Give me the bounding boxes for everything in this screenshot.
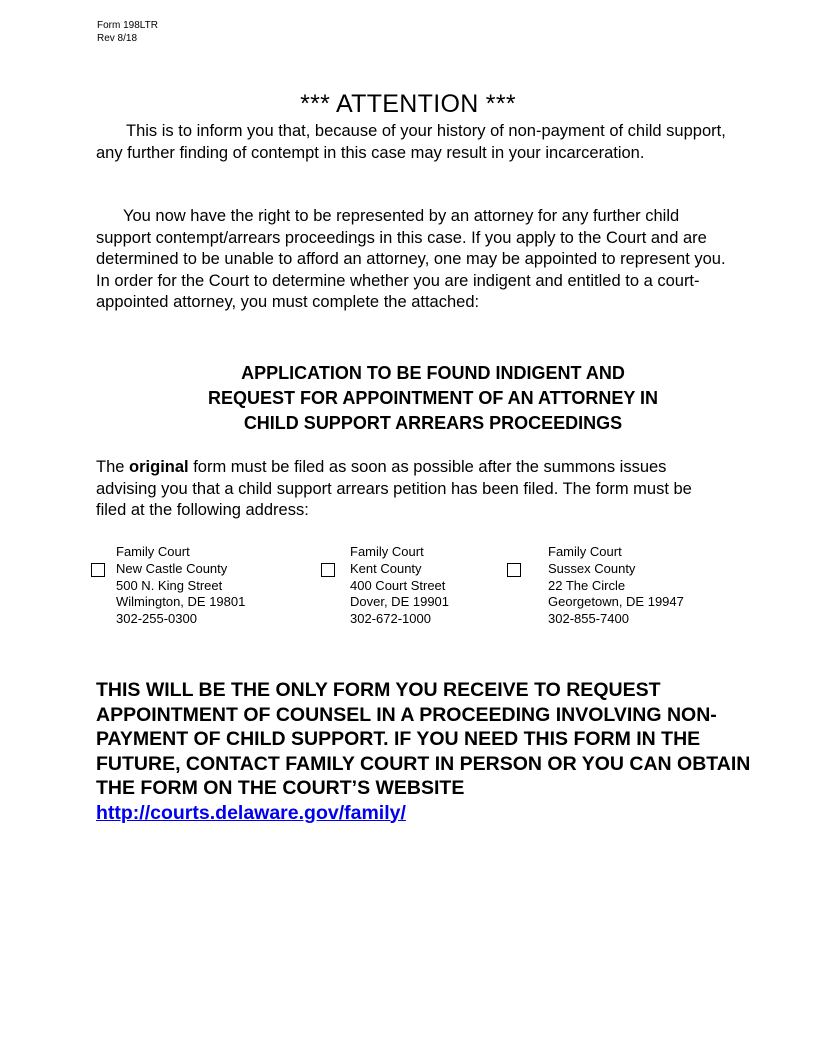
right-to-attorney-text: You now have the right to be represented by an attorney for any further child support contempt/arrears proceedings in this case. If you apply to the Court and are determined to be unable to afford an attorney, one may be appointed to represent you. In order for the Court to determine whether you are indigent and entitled to a court-appointed attorney, you must complete the attached:: [96, 207, 726, 311]
court-addresses: [0, 544, 816, 634]
sussex-checkbox[interactable]: [507, 563, 521, 577]
address-county: New Castle County: [116, 560, 228, 576]
address-city: Wilmington, DE 19801: [116, 594, 246, 610]
address-city: Georgetown, DE 19947: [548, 594, 684, 610]
warning-text: THIS WILL BE THE ONLY FORM YOU RECEIVE TO REQUEST APPOINTMENT OF COUNSEL IN A PROCEEDING INVOLVING NON-PAYMENT OF CHILD SUPPORT. IF YOU NEED THIS FORM IN THE FUTURE, CONTACT FAMILY COURT IN PERSON OR YOU CAN OBTAIN THE FORM ON THE COURT’S WEBSITE: [96, 679, 751, 799]
address-city: Dover, DE 19901: [350, 594, 450, 610]
address-court: Family Court: [116, 544, 190, 559]
family-court-website-link[interactable]: http://courts.delaware.gov/family/: [96, 801, 406, 824]
address-county: Sussex County: [548, 560, 636, 576]
filing-bold-word: original: [129, 458, 189, 476]
new-castle-checkbox[interactable]: [91, 563, 105, 577]
address-county: Kent County: [350, 560, 422, 576]
kent-checkbox[interactable]: [321, 563, 335, 577]
filing-instructions: [96, 457, 726, 522]
address-phone: 302-855-7400: [548, 611, 629, 627]
incarceration-notice: [96, 121, 726, 164]
filing-prefix: The: [96, 458, 130, 476]
application-heading-line2: REQUEST FOR APPOINTMENT OF AN ATTORNEY IN: [207, 388, 659, 408]
address-street: 400 Court Street: [350, 577, 446, 593]
only-form-warning: [96, 678, 756, 825]
application-heading-line1: APPLICATION TO BE FOUND INDIGENT AND: [241, 363, 625, 383]
application-heading-line3: CHILD SUPPORT ARREARS PROCEEDINGS: [243, 413, 623, 433]
address-street: 500 N. King Street: [116, 577, 223, 593]
incarceration-notice-text: This is to inform you that, because of your history of non-payment of child support, any further finding of contempt in this case may result in your incarceration.: [96, 122, 726, 162]
address-phone: 302-672-1000: [350, 611, 431, 627]
address-kent: [350, 544, 449, 628]
address-new-castle: [116, 544, 245, 628]
form-revision: Rev 8/18: [97, 33, 138, 44]
filing-rest: form must be filed as soon as possible after the summons issues advising you that a child support arrears petition has been filed. The form must be filed at the following address:: [96, 458, 692, 519]
address-phone: 302-255-0300: [116, 611, 197, 627]
application-heading: [96, 361, 770, 436]
form-meta: [97, 19, 158, 45]
attention-title: *** ATTENTION ***: [300, 90, 516, 118]
address-sussex: [548, 544, 684, 628]
right-to-attorney-notice: [96, 206, 726, 314]
address-court: Family Court: [350, 544, 424, 559]
address-court: Family Court: [548, 544, 622, 559]
address-street: 22 The Circle: [548, 577, 626, 593]
form-number: Form 198LTR: [97, 20, 158, 31]
